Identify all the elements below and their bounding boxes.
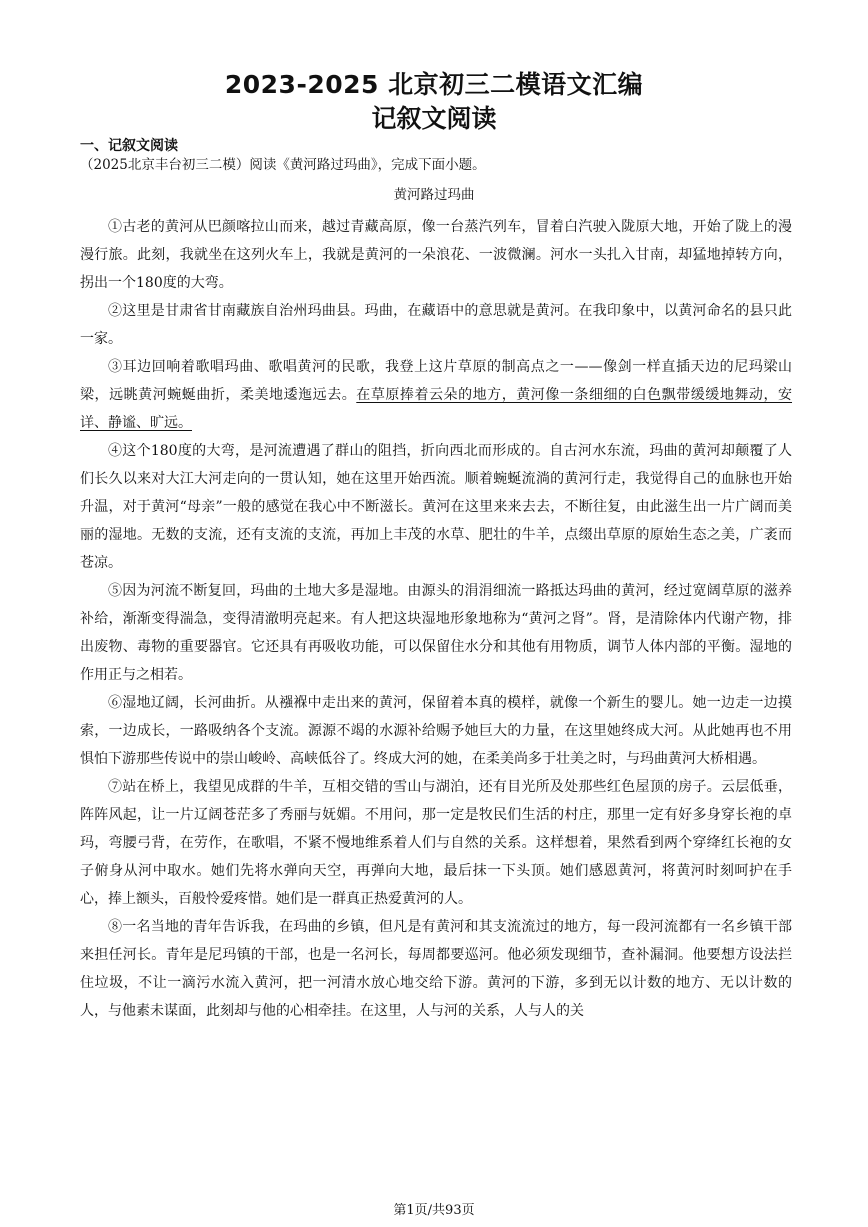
passage-body	[80, 213, 792, 1025]
question-intro: （2025北京丰台初三二模）阅读《黄河路过玛曲》，完成下面小题。	[80, 157, 486, 173]
section-heading: 一、记叙文阅读	[80, 138, 178, 154]
document-subtitle: 记叙文阅读	[371, 104, 497, 133]
paragraph-3	[80, 353, 792, 437]
paragraph-4: ④这个180度的大弯，是河流遭遇了群山的阻挡，折向西北而形成的。自古河水东流，玛曲的黄河却颠覆了人们长久以来对大江大河走向的一贯认知，她在这里开始西流。顺着蜿蜒流淌的黄河行走，我觉得自己的血脉也开始升温，对于黄河“母亲”一般的感觉在我心中不断滋长。黄河在这里来来去去，不断往复，由此滋生出一片广阔而美丽的湿地。无数的支流，还有支流的支流，再加上丰茂的水草、肥壮的牛羊，点缀出草原的原始生态之美，广袤而苍凉。	[80, 443, 792, 571]
paragraph-6: ⑥湿地辽阔，长河曲折。从襁褓中走出来的黄河，保留着本真的模样，就像一个新生的婴儿。她一边走一边摸索，一边成长，一路吸纳各个支流。源源不竭的水源补给赐予她巨大的力量，在这里她终成大河。从此她再也不用惧怕下游那些传说中的崇山峻岭、高峡低谷了。终成大河的她，在柔美尚多于壮美之时，与玛曲黄河大桥相遇。	[80, 695, 792, 767]
title-block	[0, 68, 868, 136]
document-title: 2023-2025 北京初三二模语文汇编	[224, 70, 644, 99]
paragraph-5: ⑤因为河流不断复回，玛曲的土地大多是湿地。由源头的涓涓细流一路抵达玛曲的黄河，经过宽阔草原的滋养补给，渐渐变得湍急，变得清澈明亮起来。有人把这块湿地形象地称为“黄河之肾”。肾，是清除体内代谢产物，排出废物、毒物的重要器官。它还具有再吸收功能，可以保留住水分和其他有用物质，调节人体内部的平衡。湿地的作用正与之相若。	[80, 583, 792, 683]
paragraph-3-text: ③耳边回响着歌唱玛曲、歌唱黄河的民歌，我登上这片草原的制高点之一——像剑一样直插天边的尼玛梁山梁，远眺黄河蜿蜒曲折，柔美地逶迤远去。	[80, 359, 792, 403]
page-footer: 第1页/共93页	[393, 1203, 475, 1218]
paragraph-2: ②这里是甘肃省甘南藏族自治州玛曲县。玛曲，在藏语中的意思就是黄河。在我印象中，以黄河命名的县只此一家。	[80, 303, 792, 347]
paragraph-1: ①古老的黄河从巴颜喀拉山而来，越过青藏高原，像一台蒸汽列车，冒着白汽驶入陇原大地，开始了陇上的漫漫行旅。此刻，我就坐在这列火车上，我就是黄河的一朵浪花、一波微澜。河水一头扎入甘南，却猛地掉转方向，拐出一个180度的大弯。	[80, 219, 792, 291]
passage-title: 黄河路过玛曲	[393, 187, 475, 203]
underlined-sentence: 在草原捧着云朵的地方，黄河像一条细细的白色飘带缓缓地舞动，安详、静谧、旷远。	[80, 387, 793, 431]
paragraph-7: ⑦站在桥上，我望见成群的牛羊，互相交错的雪山与湖泊，还有目光所及处那些红色屋顶的房子。云层低垂，阵阵风起，让一片辽阔苍茫多了秀丽与妩媚。不用问，那一定是牧民们生活的村庄，那里一定有好多身穿长袍的卓玛，弯腰弓背，在劳作，在歌唱，不紧不慢地维系着人们与自然的关系。这样想着，果然看到两个穿绛红长袍的女子俯身从河中取水。她们先将水弹向天空，再弹向大地，最后抹一下头顶。她们感恩黄河，将黄河时刻呵护在手心，捧上额头，百般怜爱疼惜。她们是一群真正热爱黄河的人。	[80, 779, 792, 907]
paragraph-8: ⑧一名当地的青年告诉我，在玛曲的乡镇，但凡是有黄河和其支流流过的地方，每一段河流都有一名乡镇干部来担任河长。青年是尼玛镇的干部，也是一名河长，每周都要巡河。他必须发现细节，查补漏洞。他要想方设法拦住垃圾，不让一滴污水流入黄河，把一河清水放心地交给下游。黄河的下游，多到无以计数的地方、无以计数的人，与他素未谋面，此刻却与他的心相牵挂。在这里，人与河的关系，人与人的关	[80, 919, 792, 1019]
